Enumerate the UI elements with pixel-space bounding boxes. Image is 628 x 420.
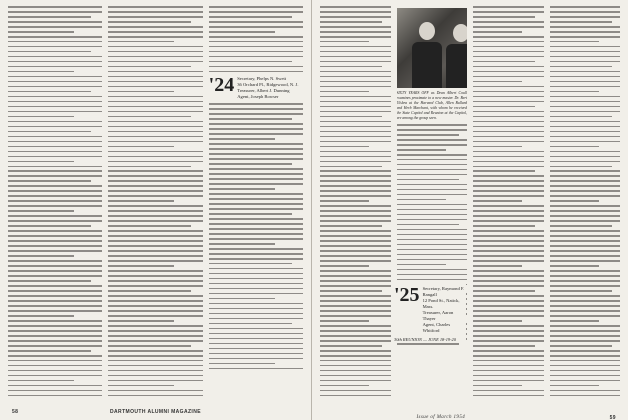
left-column-3	[209, 6, 303, 400]
left-page-number: 58	[12, 409, 19, 415]
left-column-1	[8, 6, 102, 400]
reunion-note: 30th REUNION — JUNE 18-19-20	[394, 337, 456, 342]
class-25-fund-agent: Agent, Charles Whitford	[422, 322, 451, 333]
class-25-heading	[394, 286, 466, 334]
class-24-secretary: Secretary, Phelps N. Swett	[237, 76, 287, 82]
photo-caption: SIXTY YEARS OFF as Dean Albert Coull examines proximate to a new master. Dr. Bert Ulsbra at the Harvard Club, Allen Bullard and Herb Marchant, with whom he received the State Capitol and Reunion at the Capitol, are among the group seen.	[396, 91, 467, 120]
left-columns	[8, 6, 303, 400]
class-25-block	[394, 282, 466, 343]
class-25-secretary: Secretary, Raymond F. Rangall	[422, 286, 465, 297]
left-page-footer	[12, 409, 299, 415]
right-column-3	[473, 6, 544, 400]
right-column-4	[550, 6, 621, 400]
class-24-number: '24	[208, 74, 235, 97]
left-page	[0, 0, 312, 420]
right-page-number: 59	[609, 415, 616, 420]
right-footer-title: Issue of March 1954	[416, 415, 466, 420]
left-column-2	[108, 6, 202, 400]
left-footer-title: DARTMOUTH ALUMNI MAGAZINE	[110, 409, 201, 415]
class-24-heading	[209, 76, 303, 100]
class-24-fund-agent: Agent, Joseph Bowser	[237, 94, 279, 100]
right-columns	[320, 6, 620, 400]
right-page	[312, 0, 628, 420]
class-25-address: 12 Pond St., Natick, Mass.	[422, 298, 460, 309]
right-column-1	[320, 6, 391, 400]
class-25-treasurer: Treasurer, Aaron Thayer	[422, 310, 454, 321]
class-24-address: 36 Orchard Pl., Ridgewood, N. J.	[237, 82, 299, 88]
class-25-number: '25	[394, 284, 420, 306]
class-24-treasurer: Treasurer, Albert J. Dunning	[237, 88, 290, 94]
reunion-photo	[397, 8, 468, 88]
